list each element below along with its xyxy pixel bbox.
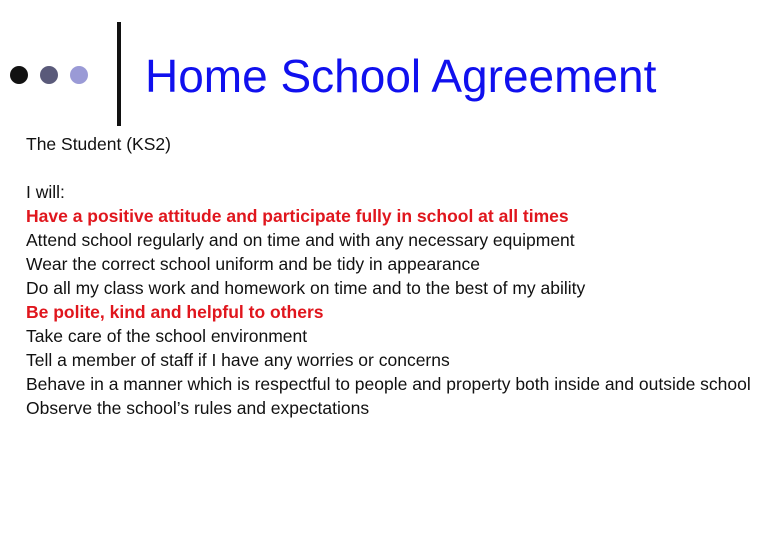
slide-subtitle: The Student (KS2) — [26, 134, 171, 154]
lead-in-text: I will: — [26, 182, 65, 202]
slide-title: Home School Agreement — [145, 50, 657, 102]
pledge-item: Attend school regularly and on time and with any necessary equipment — [26, 230, 575, 250]
slide-body — [26, 132, 756, 420]
decorative-dots — [10, 66, 88, 84]
pledge-item: Be polite, kind and helpful to others — [26, 302, 324, 322]
pledge-item: Have a positive attitude and participate fully in school at all times — [26, 206, 569, 226]
grey-dot-icon — [40, 66, 58, 84]
pledge-item: Observe the school’s rules and expectations — [26, 398, 370, 418]
pledge-item: Do all my class work and homework on time and to the best of my ability — [26, 278, 586, 298]
pledge-item: Tell a member of staff if I have any worries or concerns — [26, 350, 450, 370]
dark-dot-icon — [10, 66, 28, 84]
pledge-list — [26, 204, 756, 420]
pledge-item: Behave in a manner which is respectful to people and property both inside and outside school — [26, 374, 751, 394]
title-divider — [117, 22, 121, 126]
lavender-dot-icon — [70, 66, 88, 84]
spacer — [26, 156, 756, 180]
pledge-item: Take care of the school environment — [26, 326, 308, 346]
pledge-item: Wear the correct school uniform and be tidy in appearance — [26, 254, 480, 274]
